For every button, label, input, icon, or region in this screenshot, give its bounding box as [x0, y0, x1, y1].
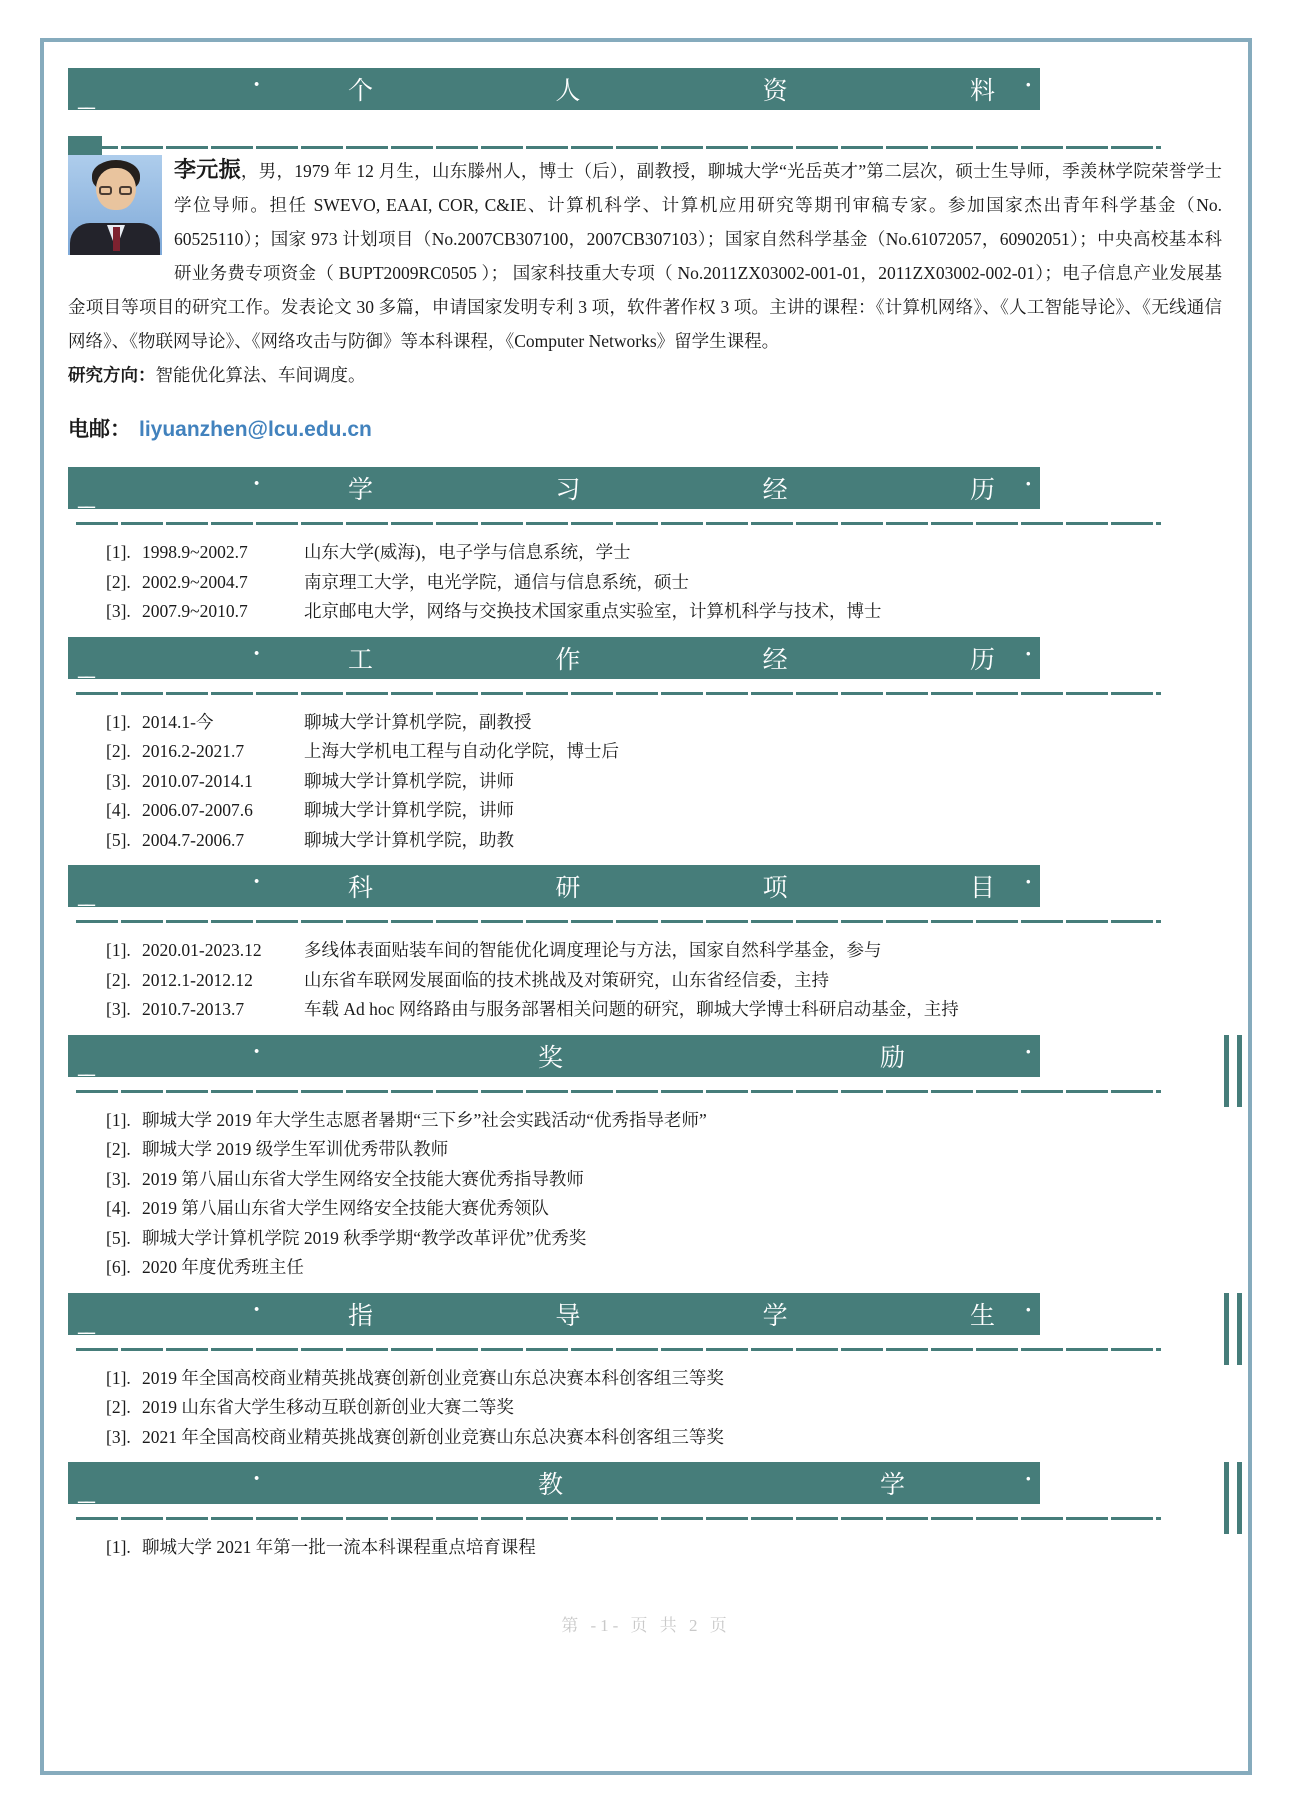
banner-left-dot: · [252, 1038, 261, 1065]
list-item [68, 1106, 1222, 1136]
list-item-text: 2019 山东省大学生移动互联创新创业大赛二等奖 [142, 1397, 514, 1417]
research-text: 智能优化算法、车间调度。 [155, 365, 366, 385]
section-banner-projects [68, 865, 1040, 907]
list-item-text: 2019 第八届山东省大学生网络安全技能大赛优秀领队 [142, 1198, 549, 1218]
list-item-number: [1]. [106, 711, 131, 732]
banner-right-dot: · [1024, 640, 1032, 666]
list-item-text: 聊城大学计算机学院，助教 [304, 829, 514, 850]
banner-title-char: 工 [348, 646, 374, 674]
person-name: 李元振 [174, 157, 241, 182]
banner-underscore-mark: __ [78, 1483, 92, 1505]
banner-title-char: 料 [969, 78, 995, 105]
section-divider-line [76, 1517, 1161, 1520]
banner-title-char: 人 [555, 78, 581, 105]
banner-title-char: 目 [969, 875, 995, 902]
list-item-text: 北京邮电大学，网络与交换技术国家重点实验室，计算机科学与技术，博士 [304, 601, 882, 621]
list-item [68, 1393, 1222, 1423]
banner-underscore-mark: __ [78, 1313, 92, 1336]
section-divider-line [76, 692, 1161, 695]
section-divider-line [76, 146, 1161, 149]
banner-underscore-mark: __ [78, 657, 92, 680]
list-item [68, 966, 1222, 996]
list-item-number: [3]. [106, 1426, 131, 1447]
section-banner-title [538, 1462, 905, 1504]
banner-left-dot: · [252, 640, 261, 667]
list-item-text: 聊城大学 2019 年大学生志愿者暑期“三下乡”社会实践活动“优秀指导老师” [142, 1109, 707, 1130]
list-item-number: [2]. [106, 1139, 131, 1159]
list-item-date: 1998.9~2002.7 [142, 542, 248, 562]
list-item-number: [2]. [106, 571, 131, 592]
list-item [68, 597, 1222, 627]
banner-title-char: 历 [969, 646, 995, 674]
banner-title-char: 导 [555, 1302, 581, 1330]
banner-title-char: 经 [762, 646, 788, 674]
list-item-date: 2007.9~2010.7 [142, 601, 248, 621]
banner-title-char: 励 [879, 1044, 905, 1072]
border-artifact-bars [1224, 1035, 1244, 1107]
list-item-text: 2021 年全国高校商业精英挑战赛创新创业竞赛山东总决赛本科创客组三等奖 [142, 1426, 724, 1447]
research-label: 研究方向： [68, 365, 156, 385]
list-item-text: 聊城大学计算机学院，副教授 [304, 711, 532, 732]
section-list-teaching [68, 1533, 1222, 1563]
email-row [68, 412, 1222, 447]
photo-glasses-left [99, 186, 112, 195]
list-item-text: 多线体表面贴装车间的智能优化调度理论与方法，国家自然科学基金，参与 [304, 940, 882, 960]
section-banner-teaching [68, 1462, 1040, 1504]
banner-title-char: 作 [555, 646, 581, 674]
profile-photo [68, 155, 162, 255]
list-item [68, 568, 1222, 598]
banner-left-dot: · [252, 1466, 261, 1492]
list-item-number: [1]. [106, 1537, 131, 1557]
list-item-number: [4]. [106, 1198, 131, 1218]
banner-left-dot: · [252, 1296, 261, 1323]
banner-title-char: 教 [538, 1472, 564, 1499]
list-item-text: 车载 Ad hoc 网络路由与服务部署相关问题的研究，聊城大学博士科研启动基金，主持 [304, 999, 959, 1019]
list-item [68, 1253, 1222, 1283]
banner-title-char: 经 [762, 477, 788, 504]
section-banner-students [68, 1293, 1040, 1335]
list-item-number: [4]. [106, 800, 131, 820]
section-banner-title [348, 865, 995, 907]
list-item-number: [5]. [106, 1227, 131, 1248]
profile-banner-title [348, 68, 995, 110]
list-item-text: 2019 年全国高校商业精英挑战赛创新创业竞赛山东总决赛本科创客组三等奖 [142, 1367, 724, 1388]
research-direction [68, 360, 1222, 390]
list-item-number: [2]. [106, 741, 131, 761]
list-item [68, 796, 1222, 826]
list-item [68, 1364, 1222, 1394]
section-list-awards [68, 1106, 1222, 1283]
section-profile [44, 68, 1248, 447]
banner-right-dot: · [1024, 72, 1032, 97]
photo-glasses-right [119, 186, 132, 195]
list-item-date: 2016.2-2021.7 [142, 741, 245, 761]
banner-underscore-mark: __ [78, 488, 92, 510]
section-banner-title [348, 1293, 995, 1335]
section-list-projects [68, 936, 1222, 1025]
banner-right-dot: · [1024, 1038, 1032, 1064]
list-item-number: [1]. [106, 940, 131, 960]
document-page [40, 38, 1252, 1775]
list-item-number: [2]. [106, 969, 131, 990]
section-banner-title [348, 467, 995, 509]
banner-right-dot: · [1024, 1466, 1032, 1491]
list-item-text: 聊城大学计算机学院 2019 秋季学期“教学改革评优”优秀奖 [142, 1227, 587, 1248]
section-divider-line [76, 920, 1161, 923]
list-item-text: 山东省车联网发展面临的技术挑战及对策研究，山东省经信委，主持 [304, 969, 829, 990]
banner-title-char: 学 [879, 1472, 905, 1499]
section-banner-title [348, 637, 995, 679]
banner-underscore-mark: __ [78, 886, 92, 908]
section-teaching [44, 1462, 1248, 1563]
banner-right-dot: · [1024, 471, 1032, 496]
list-item-date: 2010.07-2014.1 [142, 770, 253, 791]
banner-title-char: 奖 [538, 1044, 564, 1072]
list-item-date: 2010.7-2013.7 [142, 999, 245, 1019]
list-item-date: 2004.7-2006.7 [142, 829, 245, 850]
section-list-students [68, 1364, 1222, 1453]
list-item-text: 聊城大学 2019 级学生军训优秀带队教师 [142, 1139, 449, 1159]
list-item [68, 1533, 1222, 1563]
section-divider-line [76, 1348, 1161, 1351]
banner-underscore-mark: __ [78, 89, 92, 111]
list-item [68, 1135, 1222, 1165]
section-awards [44, 1035, 1248, 1283]
list-item-text: 山东大学(威海)，电子学与信息系统，学士 [304, 542, 631, 562]
page-number-footer: 第 -1- 页 共 2 页 [561, 1615, 731, 1635]
banner-title-char: 历 [969, 477, 995, 504]
list-item-number: [1]. [106, 542, 131, 562]
banner-left-dot: · [252, 869, 261, 895]
list-item [68, 767, 1222, 797]
banner-title-char: 生 [969, 1302, 995, 1330]
section-banner-title [538, 1035, 905, 1077]
list-item-date: 2020.01-2023.12 [142, 940, 262, 960]
banner-title-char: 学 [348, 477, 374, 504]
photo-tie [113, 227, 120, 251]
list-item-number: [3]. [106, 601, 131, 621]
banner-right-dot: · [1024, 869, 1032, 894]
section-list-education [68, 538, 1222, 627]
banner-title-char: 项 [762, 875, 788, 902]
list-item [68, 708, 1222, 738]
list-item-number: [3]. [106, 999, 131, 1019]
list-item [68, 826, 1222, 856]
section-work [44, 637, 1248, 856]
list-item-text: 聊城大学计算机学院，讲师 [304, 770, 514, 791]
list-item-text: 上海大学机电工程与自动化学院，博士后 [304, 741, 619, 761]
list-item [68, 1194, 1222, 1224]
profile-banner [68, 68, 1040, 110]
list-item-text: 2020 年度优秀班主任 [142, 1257, 304, 1277]
list-item-text: 聊城大学计算机学院，讲师 [304, 800, 514, 820]
banner-title-char: 科 [348, 875, 374, 902]
list-item-date: 2012.1-2012.12 [142, 969, 253, 990]
list-item-number: [1]. [106, 1109, 131, 1130]
list-item-number: [1]. [106, 1367, 131, 1388]
section-banner-work [68, 637, 1040, 679]
list-item-date: 2002.9~2004.7 [142, 571, 248, 592]
sections [44, 467, 1248, 1563]
list-item [68, 1165, 1222, 1195]
list-item-text: 南京理工大学，电光学院，通信与信息系统，硕士 [304, 571, 689, 592]
profile-bio [68, 153, 1222, 358]
list-item-number: [6]. [106, 1257, 131, 1277]
banner-left-dot: · [252, 471, 261, 497]
section-banner-awards [68, 1035, 1040, 1077]
list-item-date: 2006.07-2007.6 [142, 800, 253, 820]
banner-title-char: 资 [762, 78, 788, 105]
banner-title-char: 指 [348, 1302, 374, 1330]
section-divider-line [76, 522, 1161, 525]
border-artifact-bars [1224, 1462, 1244, 1534]
list-item-number: [2]. [106, 1397, 131, 1417]
section-students [44, 1293, 1248, 1453]
list-item-date: 2014.1-今 [142, 711, 214, 732]
banner-title-char: 个 [348, 78, 374, 105]
section-list-work [68, 708, 1222, 856]
list-item [68, 737, 1222, 767]
border-artifact-bars [1224, 1293, 1244, 1365]
banner-right-dot: · [1024, 1296, 1032, 1322]
list-item-number: [3]. [106, 1168, 131, 1189]
banner-underscore-mark: __ [78, 1055, 92, 1078]
email-link[interactable]: liyuanzhen@lcu.edu.cn [139, 418, 372, 441]
list-item [68, 936, 1222, 966]
section-education [44, 467, 1248, 627]
banner-left-dot: · [252, 72, 261, 98]
section-banner-education [68, 467, 1040, 509]
list-item [68, 538, 1222, 568]
email-label: 电邮： [68, 418, 131, 441]
list-item-number: [3]. [106, 770, 131, 791]
list-item-number: [5]. [106, 829, 131, 850]
list-item [68, 1224, 1222, 1254]
list-item-text: 2019 第八届山东省大学生网络安全技能大赛优秀指导教师 [142, 1168, 584, 1189]
section-divider-line [76, 1090, 1161, 1093]
banner-title-char: 研 [555, 875, 581, 902]
banner-title-char: 学 [762, 1302, 788, 1330]
list-item [68, 995, 1222, 1025]
bio-text: ，男，1979 年 12 月生，山东滕州人，博士（后），副教授，聊城大学“光岳英才”第二层次，硕士生导师，季羡林学院荣誉学士学位导师。担任 SWEVO, EAAI, COR, C&IE、计算机科学、计算机应用研究等期刊审稿专家。参加国家杰出青年科学基金（No. 60525110）；国家 973 计划项目（No.2007CB307100，2007CB307103）；国家自然科学基金（No.61072057，60902051）；中央高校基本科研业务费专项资金（ BUPT2009RC0505 ）； 国家科技重大专项（ No.2011ZX03002-001-01，2011ZX03002-002-01）；电子信息产业发展基金项目等项目的研究工作。发表论文 30 多篇，申请国家发明专利 3 项，软件著作权 3 项。主讲的课程：《计算机网络》、《人工智能导论》、《无线通信网络》、《物联网导论》、《网络攻击与防御》等本科课程，《Computer Networks》留学生课程。 [68, 161, 1222, 351]
banner-title-char: 习 [555, 477, 581, 504]
list-item [68, 1423, 1222, 1453]
section-projects [44, 865, 1248, 1025]
list-item-text: 聊城大学 2021 年第一批一流本科课程重点培育课程 [142, 1537, 536, 1557]
